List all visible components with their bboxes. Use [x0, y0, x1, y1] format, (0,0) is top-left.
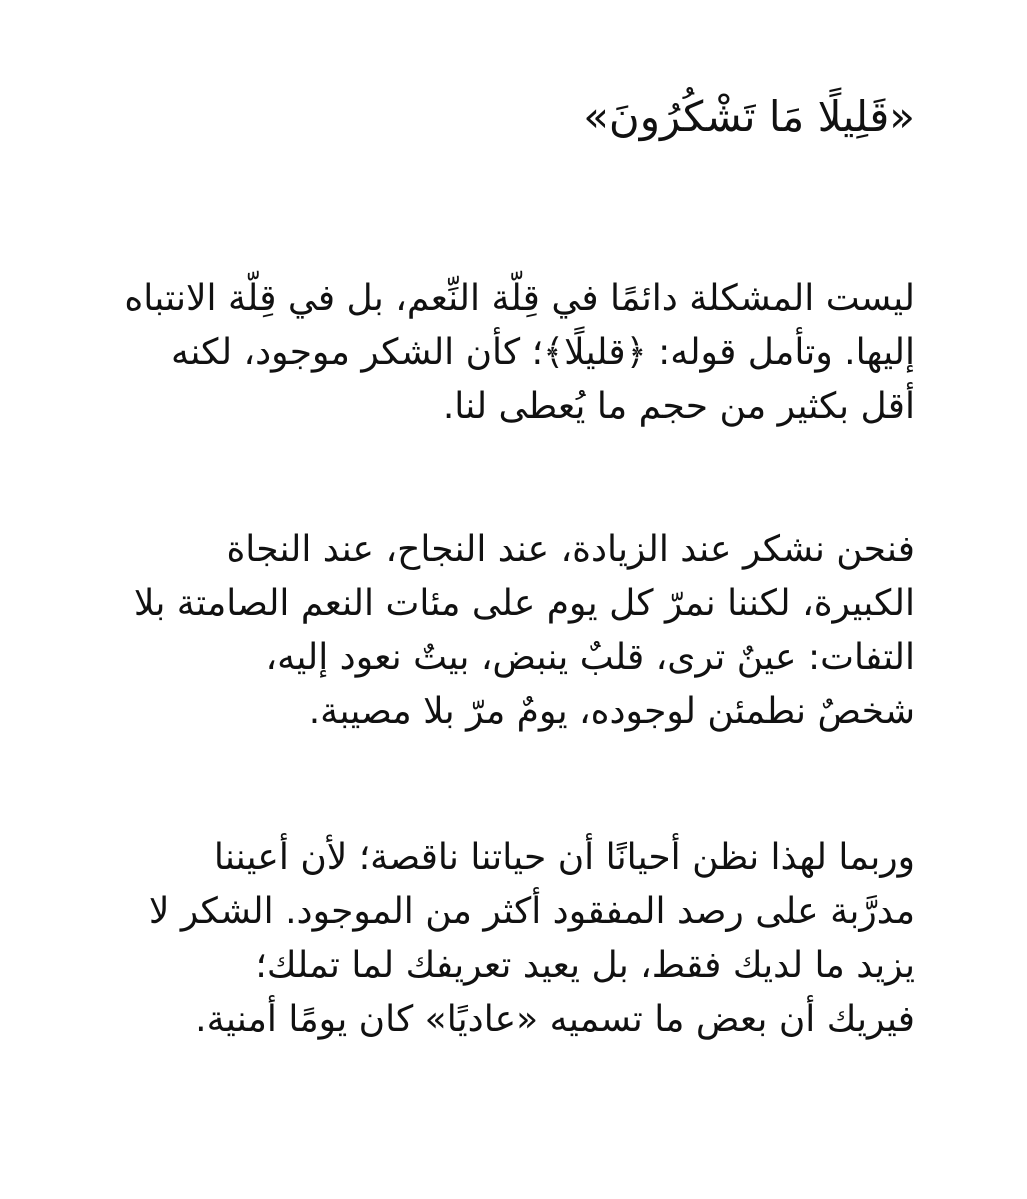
text-line: الكبيرة، لكننا نمرّ كل يوم على مئات النعم الصامتة بلا	[133, 583, 915, 624]
text-line: أقل بكثير من حجم ما يُعطى لنا.	[442, 386, 915, 427]
text-line: ليست المشكلة دائمًا في قِلّة النِّعم، بل في قِلّة الانتباه	[124, 278, 915, 319]
paragraph-1	[95, 272, 915, 434]
text-line: يزيد ما لديك فقط، بل يعيد تعريفك لما تملك؛	[255, 945, 915, 986]
text-line: إليها. وتأمل قوله: ﴿قليلًا﴾؛ كأن الشكر موجود، لكنه	[171, 332, 915, 373]
text-line: التفات: عينٌ ترى، قلبٌ ينبض، بيتٌ نعود إليه،	[265, 637, 915, 678]
text-line: وربما لهذا نظن أحيانًا أن حياتنا ناقصة؛ لأن أعيننا	[213, 837, 915, 878]
text-line: مدرَّبة على رصد المفقود أكثر من الموجود. الشكر لا	[148, 891, 915, 932]
document-title: «قَلِيلًا مَا تَشْكُرُونَ»	[583, 92, 915, 141]
paragraph-2	[95, 523, 915, 739]
text-line: فنحن نشكر عند الزيادة، عند النجاح، عند النجاة	[226, 529, 915, 570]
text-line: فيريك أن بعض ما تسميه «عاديًا» كان يومًا أمنية.	[195, 999, 915, 1040]
paragraph-3	[95, 831, 915, 1047]
text-line: شخصٌ نطمئن لوجوده، يومٌ مرّ بلا مصيبة.	[308, 691, 915, 732]
